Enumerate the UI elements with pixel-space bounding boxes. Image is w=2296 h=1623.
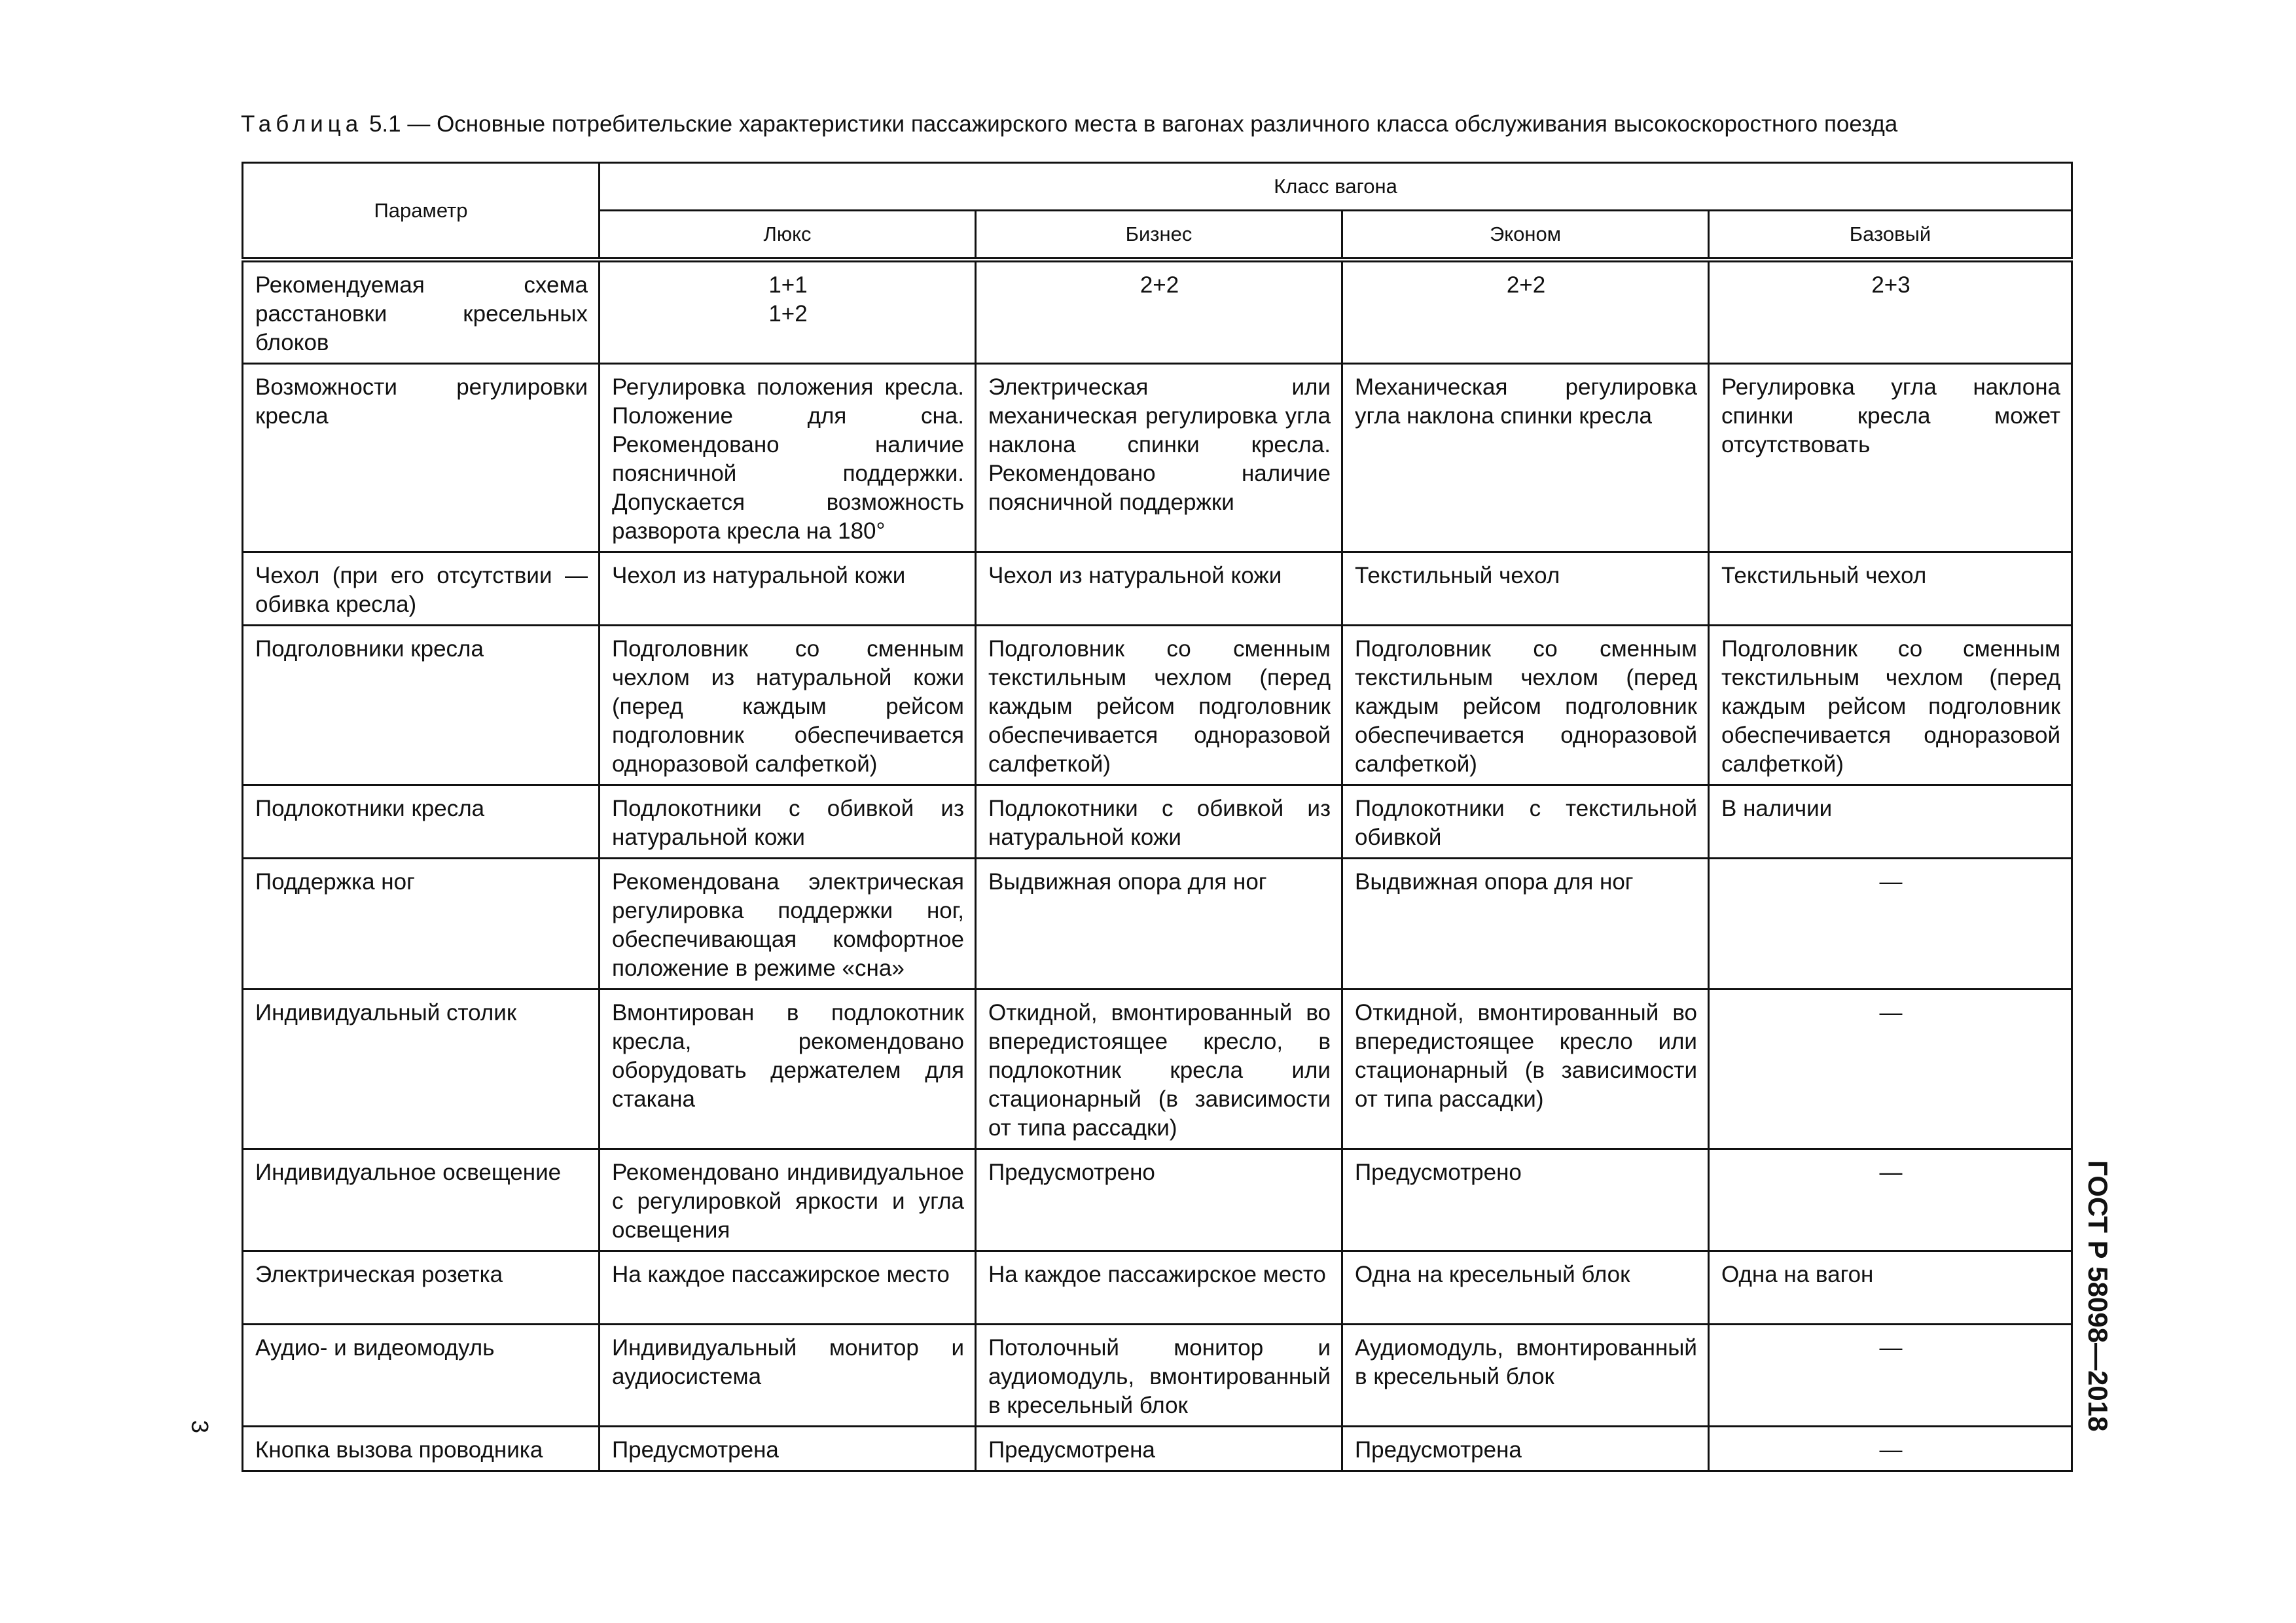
cell-basic: Одна на вагон bbox=[1709, 1251, 2072, 1325]
table-row bbox=[243, 859, 2072, 990]
table-row bbox=[243, 990, 2072, 1149]
cell-lux: Подголовник со сменным чехлом из натуральной кожи (перед каждым рейсом подголовник обеспечивается одноразовой салфеткой) bbox=[600, 626, 976, 785]
cell-param: Подлокотники кресла bbox=[243, 785, 600, 859]
cell-econom: Предусмотрена bbox=[1342, 1427, 1709, 1471]
cell-basic: В наличии bbox=[1709, 785, 2072, 859]
cell-econom: 2+2 bbox=[1342, 260, 1709, 364]
cell-business: Предусмотрена bbox=[976, 1427, 1342, 1471]
cell-param: Аудио- и видеомодуль bbox=[243, 1325, 600, 1427]
header-class-econom: Эконом bbox=[1342, 211, 1709, 260]
cell-business: На каждое пассажирское место bbox=[976, 1251, 1342, 1325]
cell-basic: Подголовник со сменным текстильным чехлом (перед каждым рейсом подголовник обеспечивается одноразовой салфеткой) bbox=[1709, 626, 2072, 785]
cell-business: Выдвижная опора для ног bbox=[976, 859, 1342, 990]
table-row bbox=[243, 1251, 2072, 1325]
cell-lux: Вмонтирован в подлокотник кресла, рекомендовано оборудовать держателем для стакана bbox=[600, 990, 976, 1149]
table-row bbox=[243, 260, 2072, 364]
cell-basic: — bbox=[1709, 1325, 2072, 1427]
cell-business: Откидной, вмонтированный во впередистоящее кресло, в подлокотник кресла или стационарный (в зависимости от типа рассадки) bbox=[976, 990, 1342, 1149]
table-caption-text: 5.1 — Основные потребительские характеристики пассажирского места в вагонах различного класса обслуживания высокоскоростного поезда bbox=[368, 111, 1898, 137]
cell-econom: Подголовник со сменным текстильным чехлом (перед каждым рейсом подголовник обеспечивается одноразовой салфеткой) bbox=[1342, 626, 1709, 785]
cell-basic: 2+3 bbox=[1709, 260, 2072, 364]
table-row bbox=[243, 1427, 2072, 1471]
cell-basic: — bbox=[1709, 1427, 2072, 1471]
header-class-basic: Базовый bbox=[1709, 211, 2072, 260]
cell-lux: Рекомендована электрическая регулировка поддержки ног, обеспечивающая комфортное положение в режиме «сна» bbox=[600, 859, 976, 990]
header-class-business: Бизнес bbox=[976, 211, 1342, 260]
cell-econom: Аудиомодуль, вмонтированный в кресельный блок bbox=[1342, 1325, 1709, 1427]
cell-business: 2+2 bbox=[976, 260, 1342, 364]
standard-designation: ГОСТ Р 58098—2018 bbox=[2083, 1160, 2113, 1432]
table-caption bbox=[241, 110, 1897, 139]
cell-basic: Текстильный чехол bbox=[1709, 552, 2072, 626]
cell-lux: Чехол из натуральной кожи bbox=[600, 552, 976, 626]
cell-param: Индивидуальный столик bbox=[243, 990, 600, 1149]
cell-lux: Подлокотники с обивкой из натуральной кожи bbox=[600, 785, 976, 859]
table-caption-label: Таблица bbox=[241, 111, 363, 137]
table-row bbox=[243, 1149, 2072, 1251]
cell-param: Поддержка ног bbox=[243, 859, 600, 990]
table-row bbox=[243, 785, 2072, 859]
cell-business: Чехол из натуральной кожи bbox=[976, 552, 1342, 626]
cell-econom: Выдвижная опора для ног bbox=[1342, 859, 1709, 990]
table-row bbox=[243, 364, 2072, 552]
characteristics-table bbox=[242, 162, 2073, 1472]
cell-business: Подлокотники с обивкой из натуральной кожи bbox=[976, 785, 1342, 859]
table-row bbox=[243, 1325, 2072, 1427]
header-car-class: Класс вагона bbox=[600, 163, 2072, 211]
cell-param: Подголовники кресла bbox=[243, 626, 600, 785]
cell-lux: Предусмотрена bbox=[600, 1427, 976, 1471]
cell-basic: — bbox=[1709, 990, 2072, 1149]
cell-business: Электрическая или механическая регулировка угла наклона спинки кресла. Рекомендовано наличие поясничной поддержки bbox=[976, 364, 1342, 552]
cell-lux: 1+1 1+2 bbox=[600, 260, 976, 364]
cell-basic: Регулировка угла наклона спинки кресла может отсутствовать bbox=[1709, 364, 2072, 552]
table-row bbox=[243, 552, 2072, 626]
cell-param: Возможности регулировки кресла bbox=[243, 364, 600, 552]
cell-param: Электрическая розетка bbox=[243, 1251, 600, 1325]
cell-business: Предусмотрено bbox=[976, 1149, 1342, 1251]
page-number: 3 bbox=[187, 1419, 214, 1434]
cell-lux: На каждое пассажирское место bbox=[600, 1251, 976, 1325]
cell-econom: Одна на кресельный блок bbox=[1342, 1251, 1709, 1325]
cell-econom: Предусмотрено bbox=[1342, 1149, 1709, 1251]
cell-param: Чехол (при его отсутствии — обивка кресла) bbox=[243, 552, 600, 626]
cell-param: Кнопка вызова проводника bbox=[243, 1427, 600, 1471]
table-row bbox=[243, 626, 2072, 785]
cell-econom: Текстильный чехол bbox=[1342, 552, 1709, 626]
header-class-lux: Люкс bbox=[600, 211, 976, 260]
cell-lux: Индивидуальный монитор и аудиосистема bbox=[600, 1325, 976, 1427]
cell-business: Подголовник со сменным текстильным чехлом (перед каждым рейсом подголовник обеспечивается одноразовой салфеткой) bbox=[976, 626, 1342, 785]
cell-econom: Подлокотники с текстильной обивкой bbox=[1342, 785, 1709, 859]
cell-basic: — bbox=[1709, 1149, 2072, 1251]
cell-param: Индивидуальное освещение bbox=[243, 1149, 600, 1251]
cell-basic: — bbox=[1709, 859, 2072, 990]
cell-econom: Откидной, вмонтированный во впередистоящее кресло или стационарный (в зависимости от типа рассадки) bbox=[1342, 990, 1709, 1149]
cell-lux: Рекомендовано индивидуальное с регулировкой яркости и угла освещения bbox=[600, 1149, 976, 1251]
cell-param: Рекомендуемая схема расстановки кресельных блоков bbox=[243, 260, 600, 364]
cell-business: Потолочный монитор и аудиомодуль, вмонтированный в кресельный блок bbox=[976, 1325, 1342, 1427]
cell-lux: Регулировка положения кресла. Положение для сна. Рекомендовано наличие поясничной поддержки. Допускается возможность разворота кресла на 180° bbox=[600, 364, 976, 552]
cell-econom: Механическая регулировка угла наклона спинки кресла bbox=[1342, 364, 1709, 552]
header-parameter: Параметр bbox=[243, 163, 600, 260]
